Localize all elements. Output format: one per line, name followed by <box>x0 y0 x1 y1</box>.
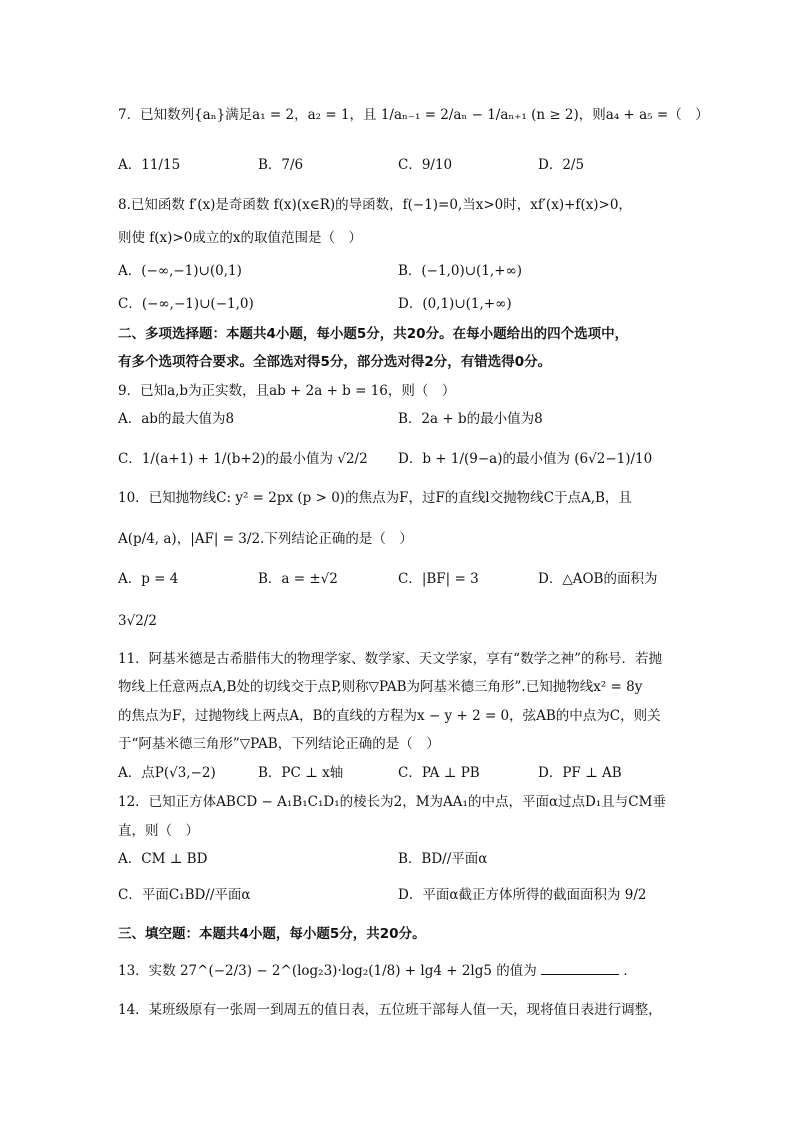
q7-stem: 7．已知数列{aₙ}满足a₁ = 2，a₂ = 1，且 1/aₙ₋₁ = 2/aₙ − 1/aₙ₊₁ (n ≥ 2)，则a₄ + a₅ =（ ） <box>118 107 709 123</box>
q11-option-a: A．点P(√3,−2) <box>118 765 216 781</box>
q7-option-b: B．7/6 <box>258 157 304 173</box>
q9-option-a: A．ab的最大值为8 <box>118 411 235 427</box>
q10-stem-line2: A(p/4, a)，|AF| = 3/2.下列结论正确的是（ ） <box>118 531 413 547</box>
q12-option-d: D．平面α截正方体所得的截面面积为 9/2 <box>398 887 647 903</box>
q12-stem-line1: 12．已知正方体ABCD − A₁B₁C₁D₁的棱长为2，M为AA₁的中点，平面α过点D₁且与CM垂 <box>118 794 666 810</box>
q11-stem-line1: 11．阿基米德是古希腊伟大的物理学家、数学家、天文学家，享有“数学之神”的称号．若抛 <box>118 651 662 667</box>
q10-option-d-value: 3√2/2 <box>118 613 157 629</box>
q8-option-c: C．(−∞,−1)∪(−1,0) <box>118 296 254 312</box>
q10-option-b: B．a = ±√2 <box>258 571 338 587</box>
q11-option-d: D．PF ⊥ AB <box>538 765 622 781</box>
q7-option-a: A．11/15 <box>118 157 181 173</box>
q9-option-d: D．b + 1/(9−a)的最小值为 (6√2−1)/10 <box>398 451 653 467</box>
q11-option-b: B．PC ⊥ x轴 <box>258 765 344 781</box>
q9-stem: 9．已知a,b为正实数，且ab + 2a + b = 16，则（ ） <box>118 383 456 399</box>
q8-option-b: B．(−1,0)∪(1,+∞) <box>398 263 523 279</box>
section2-heading-line2: 有多个选项符合要求。全部选对得5分，部分选对得2分，有错选得0分。 <box>118 354 552 370</box>
q13-end: ． <box>623 963 637 979</box>
q12-option-b: B．BD//平面α <box>398 851 488 867</box>
q8-option-a: A．(−∞,−1)∪(0,1) <box>118 263 242 279</box>
q12-option-c: C．平面C₁BD//平面α <box>118 887 251 903</box>
q11-stem-line4: 于“阿基米德三角形”▽PAB，下列结论正确的是（ ） <box>118 736 440 752</box>
q10-stem-line1: 10．已知抛物线C: y² = 2px (p > 0)的焦点为F，过F的直线l交抛物线C于点A,B，且 <box>118 490 632 506</box>
q10-option-d: D．△AOB的面积为 <box>538 571 658 587</box>
q9-option-b: B．2a + b的最小值为8 <box>398 411 543 427</box>
q10-option-c: C．|BF| = 3 <box>398 571 479 587</box>
section2-heading-line1: 二、多项选择题：本题共4小题，每小题5分，共20分。在每小题给出的四个选项中， <box>118 326 629 342</box>
q11-stem-line2: 物线上任意两点A,B处的切线交于点P,则称▽PAB为阿基米德三角形”.已知抛物线x² = 8y <box>118 679 643 695</box>
q8-stem-line1: 8.已知函数 f′(x)是奇函数 f(x)(x∈R)的导函数，f(−1)=0,当x>0时，xf′(x)+f(x)>0， <box>118 197 632 213</box>
q8-stem-line2: 则使 f(x)>0成立的x的取值范围是（ ） <box>118 230 362 246</box>
q13-answer-blank <box>541 962 619 975</box>
q7-option-d: D．2/5 <box>538 157 585 173</box>
q12-stem-line2: 直，则（ ） <box>118 823 199 839</box>
q11-stem-line3: 的焦点为F，过抛物线上两点A，B的直线的方程为x − y + 2 = 0，弦AB的中点为C，则关 <box>118 708 661 724</box>
q12-option-a: A．CM ⊥ BD <box>118 851 208 867</box>
q13-stem: 13．实数 27^(−2/3) − 2^(log₂3)·log₂(1/8) + lg4 + 2lg5 的值为 <box>118 963 537 979</box>
q10-option-a: A．p = 4 <box>118 571 179 587</box>
q9-option-c: C．1/(a+1) + 1/(b+2)的最小值为 √2/2 <box>118 451 368 467</box>
q11-option-c: C．PA ⊥ PB <box>398 765 480 781</box>
section3-heading: 三、填空题：本题共4小题，每小题5分，共20分。 <box>118 926 426 942</box>
q13-line <box>118 962 698 980</box>
q8-option-d: D．(0,1)∪(1,+∞) <box>398 296 512 312</box>
q14-stem: 14．某班级原有一张周一到周五的值日表，五位班干部每人值一天，现将值日表进行调整， <box>118 1002 662 1018</box>
q7-option-c: C．9/10 <box>398 157 453 173</box>
